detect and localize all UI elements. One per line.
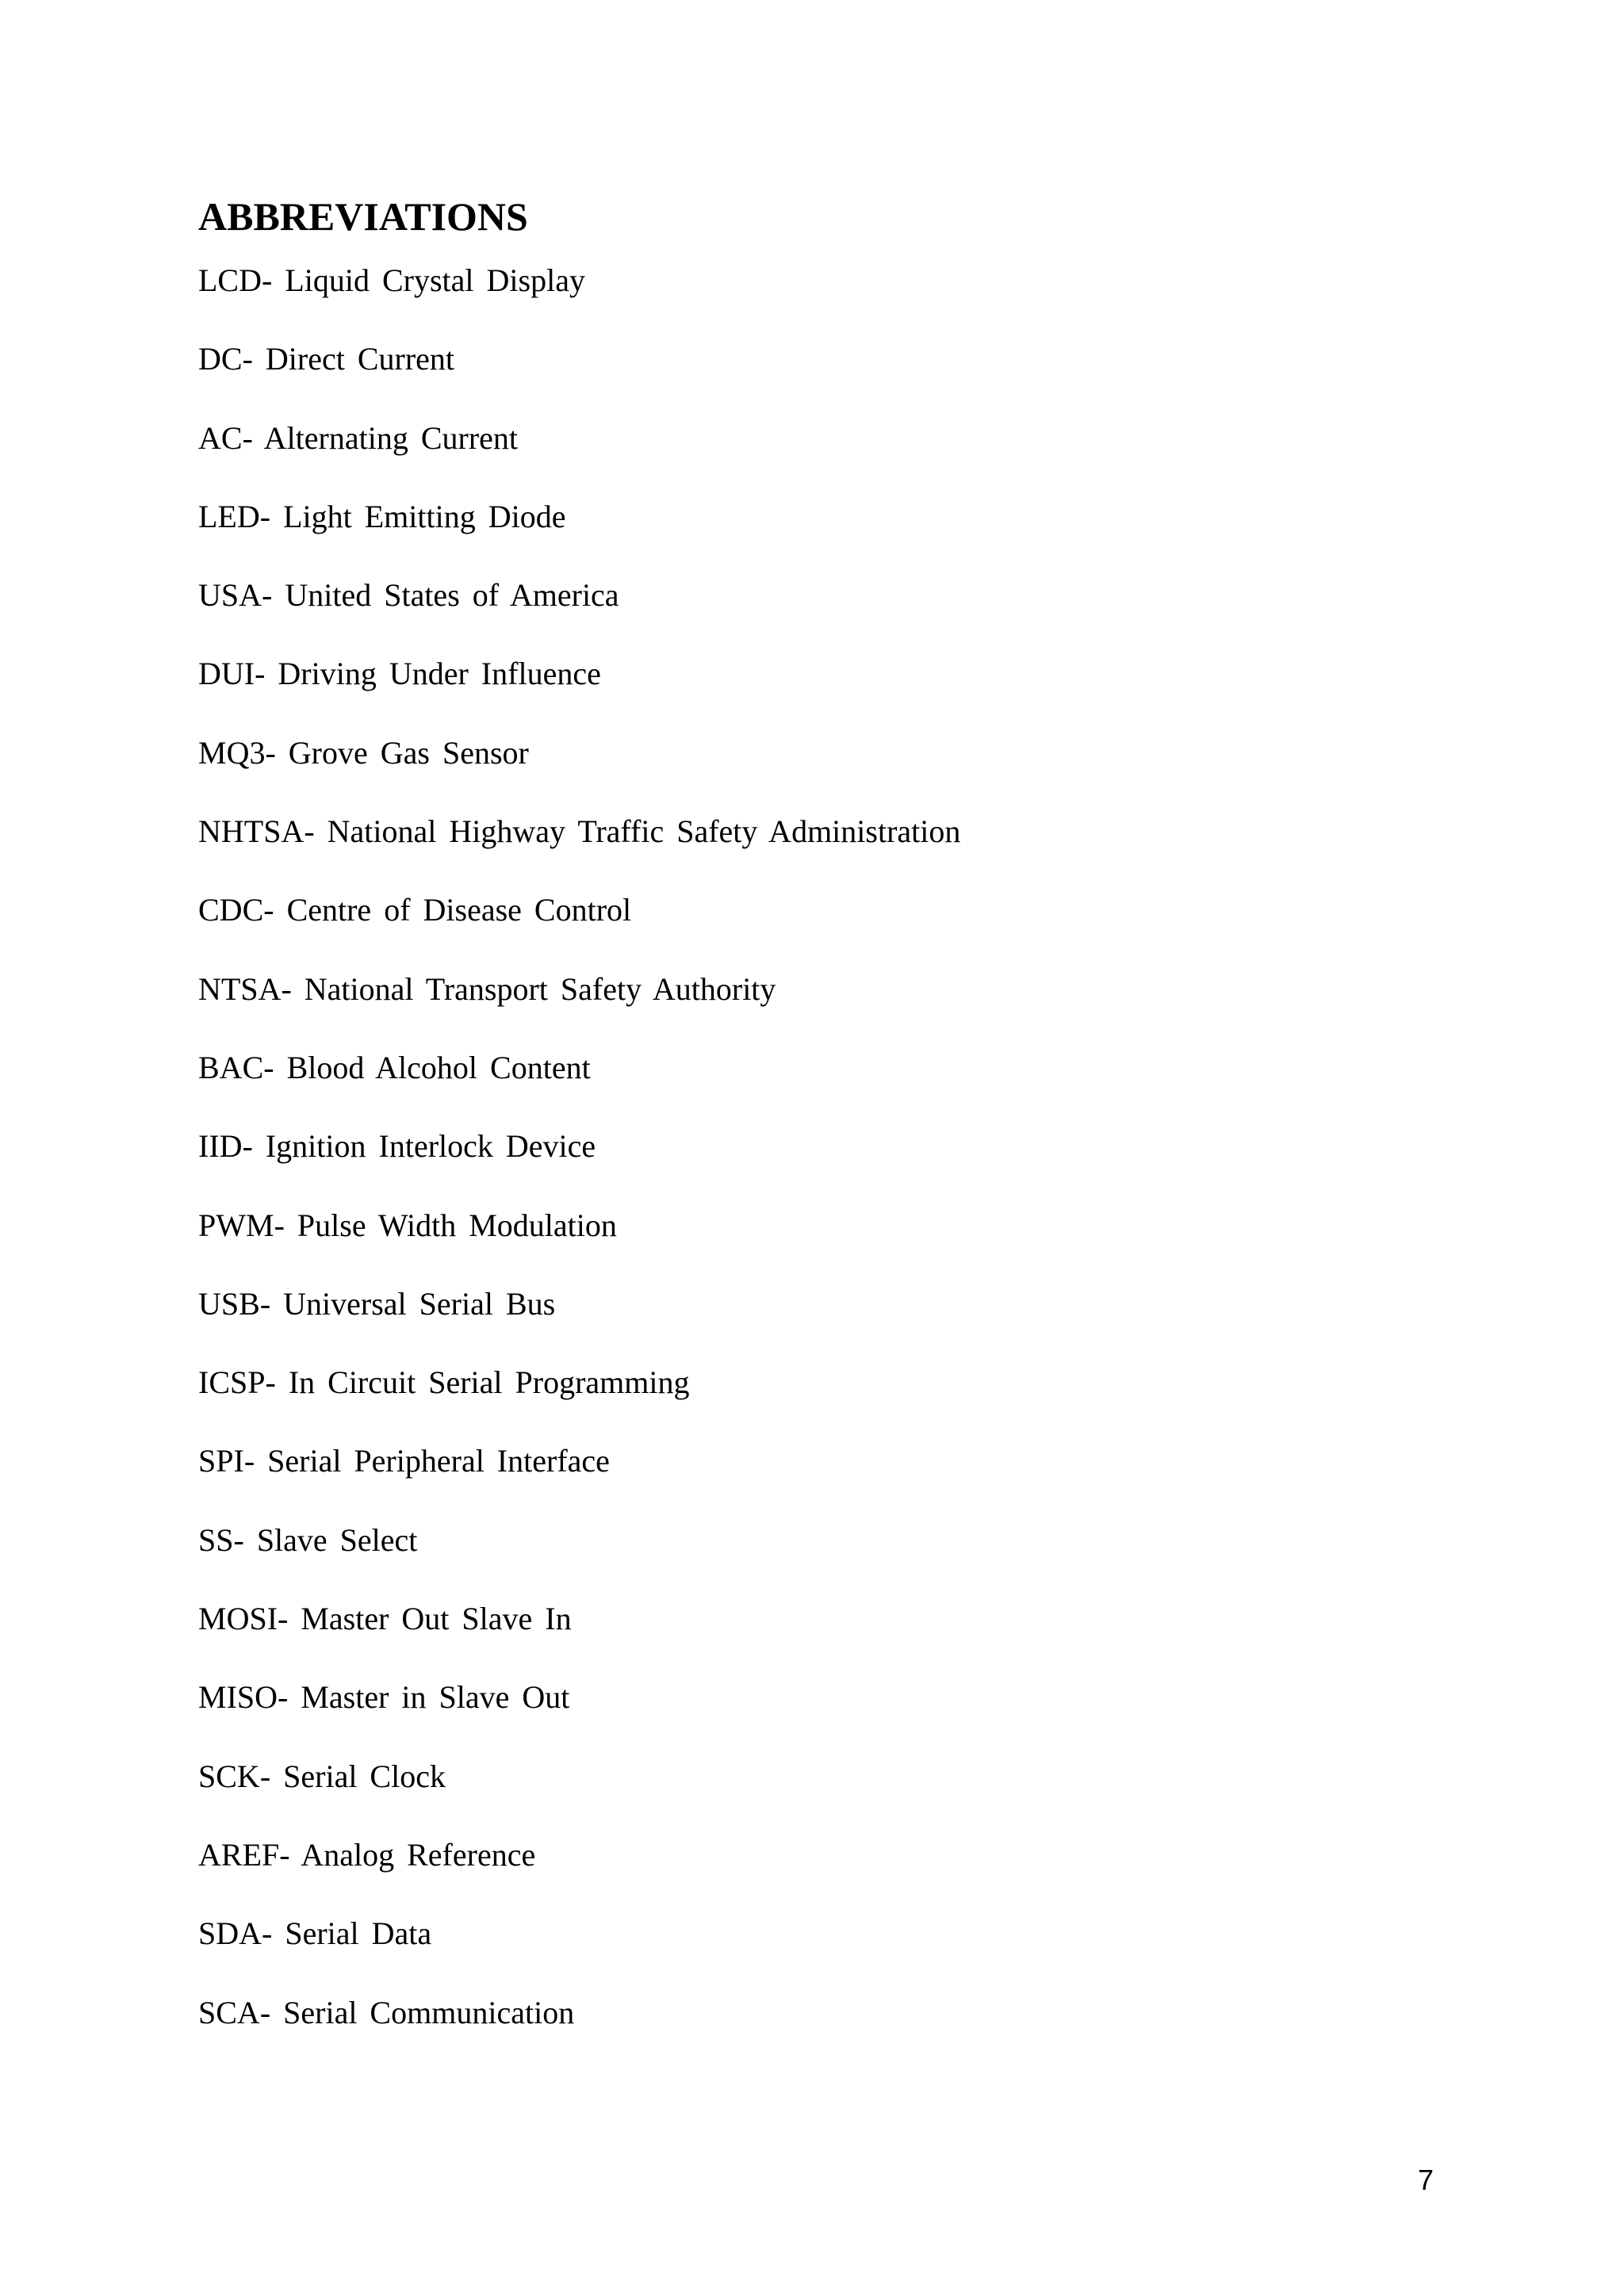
abbreviation-item: CDC- Centre of Disease Control bbox=[198, 892, 632, 928]
abbreviation-item: SCK- Serial Clock bbox=[198, 1758, 446, 1794]
abbreviation-item: AREF- Analog Reference bbox=[198, 1836, 536, 1873]
abbreviation-item: SS- Slave Select bbox=[198, 1521, 418, 1558]
abbreviation-item: LCD- Liquid Crystal Display bbox=[198, 262, 585, 298]
abbreviation-item: SDA- Serial Data bbox=[198, 1915, 432, 1952]
abbreviation-item: MOSI- Master Out Slave In bbox=[198, 1601, 572, 1637]
abbreviation-item: DC- Direct Current bbox=[198, 341, 455, 377]
page-heading: ABBREVIATIONS bbox=[198, 194, 528, 239]
abbreviation-item: LED- Light Emitting Diode bbox=[198, 498, 566, 534]
abbreviation-item: MISO- Master in Slave Out bbox=[198, 1679, 570, 1716]
abbreviation-item: PWM- Pulse Width Modulation bbox=[198, 1207, 617, 1243]
abbreviation-item: IID- Ignition Interlock Device bbox=[198, 1128, 596, 1165]
abbreviation-item: NTSA- National Transport Safety Authority bbox=[198, 970, 776, 1007]
abbreviation-item: USA- United States of America bbox=[198, 577, 619, 614]
page-number: 7 bbox=[1418, 2164, 1434, 2196]
abbreviation-item: BAC- Blood Alcohol Content bbox=[198, 1049, 591, 1085]
abbreviation-item: NHTSA- National Highway Traffic Safety Administration bbox=[198, 813, 961, 850]
abbreviation-item: ICSP- In Circuit Serial Programming bbox=[198, 1364, 690, 1401]
abbreviation-item: MQ3- Grove Gas Sensor bbox=[198, 734, 529, 771]
abbreviation-list bbox=[198, 257, 960, 2068]
abbreviation-item: SCA- Serial Communication bbox=[198, 1994, 575, 2030]
abbreviation-item: AC- Alternating Current bbox=[198, 419, 519, 456]
abbreviation-item: DUI- Driving Under Influence bbox=[198, 656, 601, 692]
abbreviation-item: USB- Universal Serial Bus bbox=[198, 1285, 556, 1322]
abbreviation-item: SPI- Serial Peripheral Interface bbox=[198, 1443, 610, 1479]
